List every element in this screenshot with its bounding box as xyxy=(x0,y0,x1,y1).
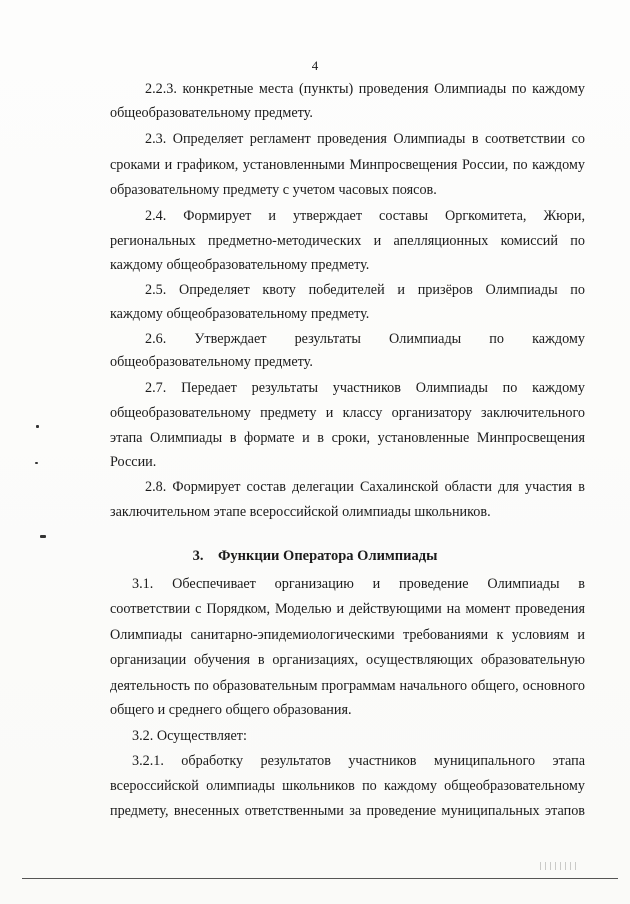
paragraph-line: организации обучения в организациях, осуществляющих образовательную xyxy=(110,652,585,668)
paragraph-line: 2.2.3. конкретные места (пункты) проведения Олимпиады по каждому xyxy=(145,81,585,97)
paragraph-line: 2.8. Формирует состав делегации Сахалинской области для участия в xyxy=(145,479,585,495)
paragraph-line: деятельность по образовательным программам начального общего, основного xyxy=(110,678,585,694)
paragraph-line: всероссийской олимпиады школьников по каждому общеобразовательному xyxy=(110,778,585,794)
paragraph-line: 2.5. Определяет квоту победителей и призёров Олимпиады по xyxy=(145,282,585,298)
paragraph-line: образовательному предмету с учетом часовых поясов. xyxy=(110,182,437,198)
paragraph-line: 3.1. Обеспечивает организацию и проведение Олимпиады в xyxy=(132,576,585,592)
paragraph-line: соответствии с Порядком, Моделью и действующими на момент проведения xyxy=(110,601,585,617)
paragraph-line: предмету, внесенных ответственными за проведение муниципальных этапов xyxy=(110,803,585,819)
paragraph-line: общеобразовательному предмету и классу организатору заключительного xyxy=(110,405,585,421)
paragraph-line: 2.7. Передает результаты участников Олимпиады по каждому xyxy=(145,380,585,396)
paragraph-line: 2.4. Формирует и утверждает составы Оргкомитета, Жюри, xyxy=(145,208,585,224)
paragraph-line: России. xyxy=(110,454,157,470)
paragraph-line: каждому общеобразовательному предмету. xyxy=(110,257,370,273)
bottom-edge-rule xyxy=(22,878,618,879)
paragraph-line: общеобразовательному предмету. xyxy=(110,354,313,370)
paragraph-line: заключительном этапе всероссийской олимпиады школьников. xyxy=(110,504,491,520)
paragraph-line: каждому общеобразовательному предмету. xyxy=(110,306,370,322)
paragraph-line: 3.2.1. обработку результатов участников муниципального этапа xyxy=(132,753,585,769)
paragraph-line: 3.2. Осуществляет: xyxy=(132,728,247,744)
section-title: Функции Оператора Олимпиады xyxy=(217,548,438,564)
section-number: 3. xyxy=(192,548,204,564)
scan-speck xyxy=(40,535,46,538)
scan-noise xyxy=(540,862,580,870)
section-heading xyxy=(0,548,630,565)
paragraph-line: региональных предметно-методических и апелляционных комиссий по xyxy=(110,233,585,249)
paragraph-line: общего и среднего общего образования. xyxy=(110,702,352,718)
paragraph-line: этапа Олимпиады в формате и в сроки, установленные Минпросвещения xyxy=(110,430,585,446)
paragraph-line: Олимпиады санитарно-эпидемиологическими требованиями к условиям и xyxy=(110,627,585,643)
paragraph-line: общеобразовательному предмету. xyxy=(110,105,313,121)
paragraph-line: 2.3. Определяет регламент проведения Олимпиады в соответствии со xyxy=(145,131,585,147)
page-number: 4 xyxy=(311,58,319,73)
paragraph-line: 2.6. Утверждает результаты Олимпиады по каждому xyxy=(145,331,585,347)
paragraph-line: сроками и графиком, установленными Минпросвещения России, по каждому xyxy=(110,157,585,173)
scan-speck xyxy=(35,462,38,464)
scan-speck xyxy=(36,425,39,428)
